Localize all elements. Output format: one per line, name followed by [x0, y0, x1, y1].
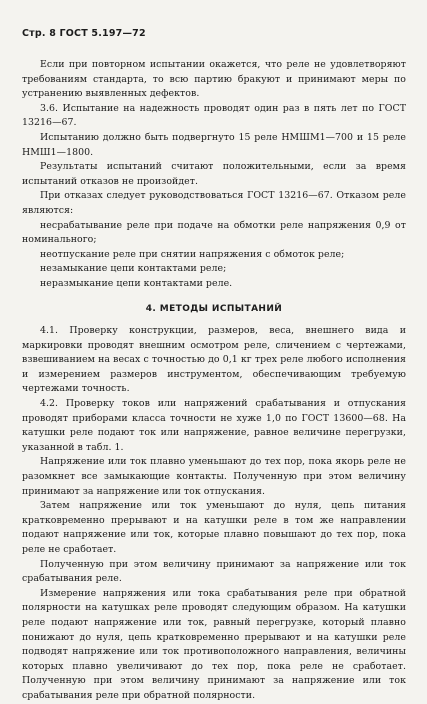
- paragraph: При отказах следует руководствоваться ГОСТ 13216—67. Отказом реле являются:: [22, 190, 406, 216]
- list-item: неразмыкание цепи контактами реле.: [40, 277, 233, 289]
- paragraph: 3.6. Испытание на надежность проводят один раз в пять лет по ГОСТ 13216—67.: [22, 102, 406, 129]
- paragraph: Полученную при этом величину принимают за напряжение или ток срабатывания реле.: [22, 558, 406, 585]
- paragraph: Испытанию должно быть подвергнуто 15 реле НМШМ1—700 и 15 реле НМШ1—1800.: [22, 131, 406, 158]
- paragraph: Напряжение или ток плавно уменьшают до тех пор, пока якорь реле не разомкнет все замыкающие контакты. Полученную при этом величину принимают за напряжение или ток отпускания.: [22, 456, 406, 497]
- paragraph: Затем напряжение или ток уменьшают до нуля, цепь питания кратковременно прерывают и на катушки реле в том же направлении подают напряжение или ток, которые плавно повышают до тех пор, пока реле не сработает.: [22, 500, 406, 555]
- paragraph: Измерение напряжения или тока срабатывания реле при обратной полярности на катушках реле проводят следующим образом. На катушки реле подают напряжение или ток, равный перегрузке, который плавно понижают до нуля, цепь кратковременно прерывают и на катушки реле подводят напряжение или ток противоположного направления, величины которых плавно увеличивают до тех пор, пока реле не сработает. Полученную при этом величину принимают за напряжение или ток срабатывания реле при обратной полярности.: [22, 587, 406, 701]
- document-body: [22, 58, 406, 704]
- paragraph: 4.1. Проверку конструкции, размеров, веса, внешнего вида и маркировки проводят внешним осмотром реле, сличением с чертежами, взвешиванием на весах с точностью до 0,1 кг трех реле любого исполнения и измерением размеров инструментом, обеспечивающим требуемую чертежами точность.: [22, 325, 406, 395]
- paragraph: Результаты испытаний считают положительными, если за время испытаний отказов не произойдет.: [22, 161, 406, 187]
- list-item: неотпускание реле при снятии напряжения с обмоток реле;: [40, 248, 345, 260]
- section-title: 4. МЕТОДЫ ИСПЫТАНИЙ: [145, 303, 283, 314]
- page-header: Стр. 8 ГОСТ 5.197—72: [22, 28, 146, 39]
- list-item: незамыкание цепи контактами реле;: [40, 263, 227, 275]
- paragraph: Если при повторном испытании окажется, что реле не удовлетворяют требованиям стандарта, то всю партию бракуют и принимают меры по устранению выявленных дефектов.: [22, 59, 406, 100]
- paragraph: 4.2. Проверку токов или напряжений срабатывания и отпускания проводят приборами класса точности не хуже 1,0 по ГОСТ 13600—68. На катушки реле подают ток или напряжение, равное величине перегрузки, указанной в табл. 1.: [22, 398, 406, 453]
- list-item: несрабатывание реле при подаче на обмотки реле напряжения 0,9 от номинального;: [22, 219, 406, 246]
